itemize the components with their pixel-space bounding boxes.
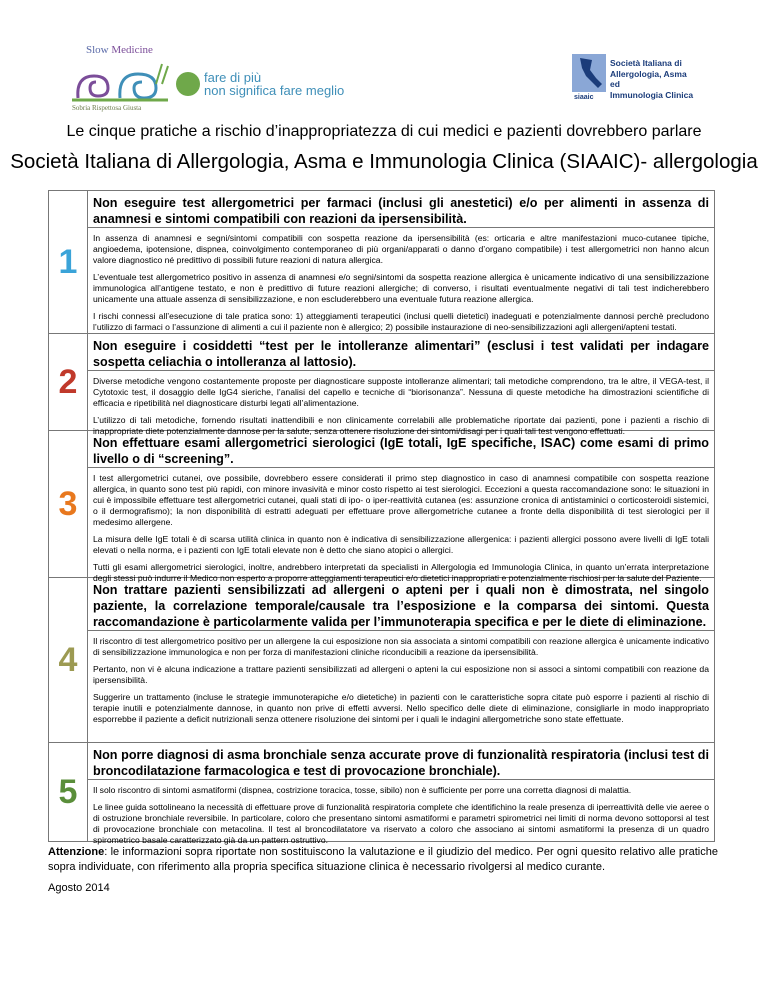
siaaic-acronym: siaaic bbox=[574, 94, 594, 101]
snail-icon bbox=[68, 54, 180, 104]
recommendation-row bbox=[49, 191, 714, 334]
publication-date: Agosto 2014 bbox=[48, 882, 110, 894]
page-subtitle: Società Italiana di Allergologia, Asma e Immunologia Clinica (SIAAIC)- allergologia bbox=[10, 150, 758, 173]
fare-di-piu-logo bbox=[176, 70, 366, 100]
recommendation-paragraph: In assenza di anamnesi e segni/sintomi compatibili con sospetta reazione da ipersensibilità (es: orticaria e altre manifestazioni muco-cutanee tipiche, angioedema, ipotensione, dispnea, coinvolgimento contemporaneo di più organi/apparati o danno d’organo compatibile) i test allergometrici non hanno alcun valore diagnostico né predittivo di possibili future reazioni di natura allergica. bbox=[93, 233, 709, 265]
recommendation-paragraph: L’utilizzo di tali metodiche, fornendo risultati inattendibili e non clinicamente correlabili alle problematiche riportate dai pazienti, pone i pazienti a rischio di inappropriate diete potenzialmente dannose per la salute, senza ottenere risoluzione dei sintomi/disagi per i quali tali test vengono effettuati. bbox=[93, 415, 709, 436]
recommendation-body bbox=[88, 780, 714, 845]
fare-di-piu-line1: fare di più bbox=[204, 70, 262, 85]
recommendation-number: 3 bbox=[49, 431, 88, 577]
recommendation-content bbox=[88, 334, 714, 436]
siaaic-name-line: Allergologia, Asma ed bbox=[610, 68, 687, 89]
recommendation-body bbox=[88, 371, 714, 436]
recommendation-row bbox=[49, 743, 714, 845]
fare-di-piu-line2: non significa fare meglio bbox=[204, 83, 345, 98]
recommendation-row bbox=[49, 431, 714, 583]
recommendation-paragraph: Le linee guida sottolineano la necessità di effettuare prove di funzionalità respiratoria complete che identifichino la reale presenza di iperreattività delle vie aeree o di ostruzione bronchiale reversibile. In particolare, coloro che presentano sintomi asmatiformi e parametri spirometrici nei limiti di norma devono sottoporsi al test di provocazione bronchiale con metacolina. Il test al broncodilatatore va riservato a coloro che associano ai sintomi asmatiformi la presenza di un quadro spirometrico basale caratterizzato già da un pattern ostruttivo. bbox=[93, 802, 709, 845]
disclaimer-text: : le informazioni sopra riportate non sostituiscono la valutazione e il giudizio del medico. Per ogni quesito relativo alle pratiche sopra individuate, con riferimento alla propria specifica situazione clinica è necessario rivolgersi al medico curante. bbox=[48, 846, 718, 873]
siaaic-name-line: Società Italiana di bbox=[610, 58, 682, 68]
recommendation-content bbox=[88, 578, 714, 742]
recommendation-content bbox=[88, 431, 714, 583]
recommendation-paragraph: Tutti gli esami allergometrici sierologici, inoltre, andrebbero interpretati da specialisti in Allergologia ed Immunologia Clinica, in quanto un’errata interpretazione degli stessi può indurre il Medico non esperto a proporre atteggiamenti terapeutici e/o dietetici inappropriati e potenzialmente rischiosi per la salute del Paziente. bbox=[93, 562, 709, 583]
recommendation-paragraph: La misura delle IgE totali è di scarsa utilità clinica in quanto non è indicativa di sensibilizzazione allergenica: i pazienti allergici possono avere livelli di IgE totali elevati o nella norma, e i pazienti con IgE totali elevate non è detto che siano atopici o allergici. bbox=[93, 534, 709, 555]
medicine-word: Medicine bbox=[111, 44, 153, 56]
recommendation-heading: Non trattare pazienti sensibilizzati ad allergeni o apteni per i quali non è dimostrata, nel singolo paziente, la correlazione temporale/causale tra l’esposizione e la comparsa dei sintomi. Questa raccomandazione è particolarmente valida per l’immunoterapia specifica e per le diete di eliminazione. bbox=[88, 578, 714, 631]
recommendation-row bbox=[49, 578, 714, 743]
recommendation-paragraph: I rischi connessi all’esecuzione di tale pratica sono: 1) atteggiamenti terapeutici (inclusi quelli dietetici) inadeguati e potenzialmente dannosi perchè precludono l’utilizzo di farmaci o l’assunzione di alimenti a cui il paziente non è allergico; 2) possibile instaurazione di neo-sensibilizzazioni agli allergeni/apteni testati. bbox=[93, 311, 709, 332]
slow-medicine-logo bbox=[68, 40, 180, 110]
recommendation-number: 4 bbox=[49, 578, 88, 742]
recommendation-heading: Non eseguire i cosiddetti “test per le intolleranze alimentari” (esclusi i test validati per indagare sospetta celiachia o intolleranza al lattosio). bbox=[88, 334, 714, 371]
disclaimer-label: Attenzione bbox=[48, 846, 105, 858]
recommendation-paragraph: Il riscontro di test allergometrico positivo per un allergene la cui esposizione non sia associata a sintomi compatibili con reazione allergica è unicamente indicativo di sensibilizzazione immunologica e non per forza di manifestazioni cliniche riconducibili a reazione da ipersensibilità. bbox=[93, 636, 709, 657]
recommendation-paragraph: L’eventuale test allergometrico positivo in assenza di anamnesi e/o segni/sintomi da sospetta reazione allergica è unicamente indicativo di una sensibilizzazione immunologica all’antigene testato, e non è predittivo di future reazioni allergiche; di converso, i risultati eventualmente negativi di tali test indicherebbero unicamente una attuale assenza di sensibilizzazione, e non escluderebbero una eventuale futura reazione allergica. bbox=[93, 272, 709, 304]
recommendation-content bbox=[88, 743, 714, 845]
recommendation-content bbox=[88, 191, 714, 333]
recommendation-paragraph: Suggerire un trattamento (incluse le strategie immunoterapiche e/o dietetiche) in pazienti con le caratteristiche sopra citate può esporre i pazienti al rischio di terapie inutili e potenzialmente dannose, in quanto non prive di effetti avversi. Nello specifico delle diete di eliminazione, consigliarle in modo inappropriato esporrebbe il paziente a deficit nutrizionali senza ottenere risoluzione dei sintomi per i quali le indagini allergometriche sono state effettuate. bbox=[93, 692, 709, 724]
recommendation-row bbox=[49, 334, 714, 436]
siaaic-logo bbox=[572, 54, 692, 106]
recommendation-number: 1 bbox=[49, 191, 88, 333]
globe-icon bbox=[176, 72, 200, 96]
recommendation-body bbox=[88, 228, 714, 333]
recommendation-paragraph: Diverse metodiche vengono costantemente proposte per diagnosticare supposte intolleranze alimentari; tali metodiche comprendono, tra le altre, il VEGA-test, il Cytotoxic test, il dosaggio delle IgG4 sieriche, l’analisi del capello e tecniche di “biorisonanza”. Nessuna di queste metodiche ha dimostrazioni scientifiche di efficacia e ripetibilità nel diagnosticare disturbi legati all’alimentazione. bbox=[93, 376, 709, 408]
recommendation-number: 2 bbox=[49, 334, 88, 430]
page-title: Le cinque pratiche a rischio d’inappropriatezza di cui medici e pazienti dovrebbero parlare bbox=[66, 123, 702, 140]
recommendation-body bbox=[88, 468, 714, 583]
recommendation-paragraph: Pertanto, non vi è alcuna indicazione a trattare pazienti sensibilizzati ad allergeni o apteni la cui esposizione non si associ a sintomi compatibili con reazione da ipersensibilità. bbox=[93, 664, 709, 685]
slow-medicine-tagline: Sobria Rispettosa Giusta bbox=[72, 104, 142, 112]
siaaic-name-line: Immunologia Clinica bbox=[610, 89, 694, 100]
recommendation-paragraph: I test allergometrici cutanei, ove possibile, dovrebbero essere considerati il primo step diagnostico in caso di anamnesi compatibile con sospetta reazione allergica, in quanto sono test più rapidi, con minore invasività e minor costo rispetto ai test sierologici. Eccezioni a questa raccomandazione sono: le situazioni in cui è impossibile effettuare test allergometrici cutanei, quali stati di ipo- o iper-reattività cutanea (es: assunzione cronica di antistaminici o corticosteroidi sistemici, o il dermografismo); la non disponibilità di estratti adeguati per effettuare prove allergometriche cutanee a fronte della disponibilità di test sierologici per il medesimo allergene. bbox=[93, 473, 709, 527]
slow-word: Slow bbox=[86, 44, 109, 56]
recommendations-table bbox=[48, 190, 715, 845]
recommendation-heading: Non effettuare esami allergometrici sierologici (IgE totali, IgE specifiche, ISAC) come esami di primo livello o di “screening”. bbox=[88, 431, 714, 468]
recommendation-heading: Non eseguire test allergometrici per farmaci (inclusi gli anestetici) e/o per alimenti in assenza di anamnesi e sintomi compatibili con reazioni da ipersensibilità. bbox=[88, 191, 714, 228]
disclaimer bbox=[48, 845, 718, 875]
recommendation-paragraph: Il solo riscontro di sintomi asmatiformi (dispnea, costrizione toracica, tosse, sibilo) non è sufficiente per porre una corretta diagnosi di malattia. bbox=[93, 785, 632, 795]
recommendation-number: 5 bbox=[49, 743, 88, 841]
siaaic-name bbox=[610, 58, 696, 100]
recommendation-body bbox=[88, 631, 714, 742]
recommendation-heading: Non porre diagnosi di asma bronchiale senza accurate prove di funzionalità respiratoria (inclusi test di broncodilatazione farmacologica e test di provocazione bronchiale). bbox=[88, 743, 714, 780]
